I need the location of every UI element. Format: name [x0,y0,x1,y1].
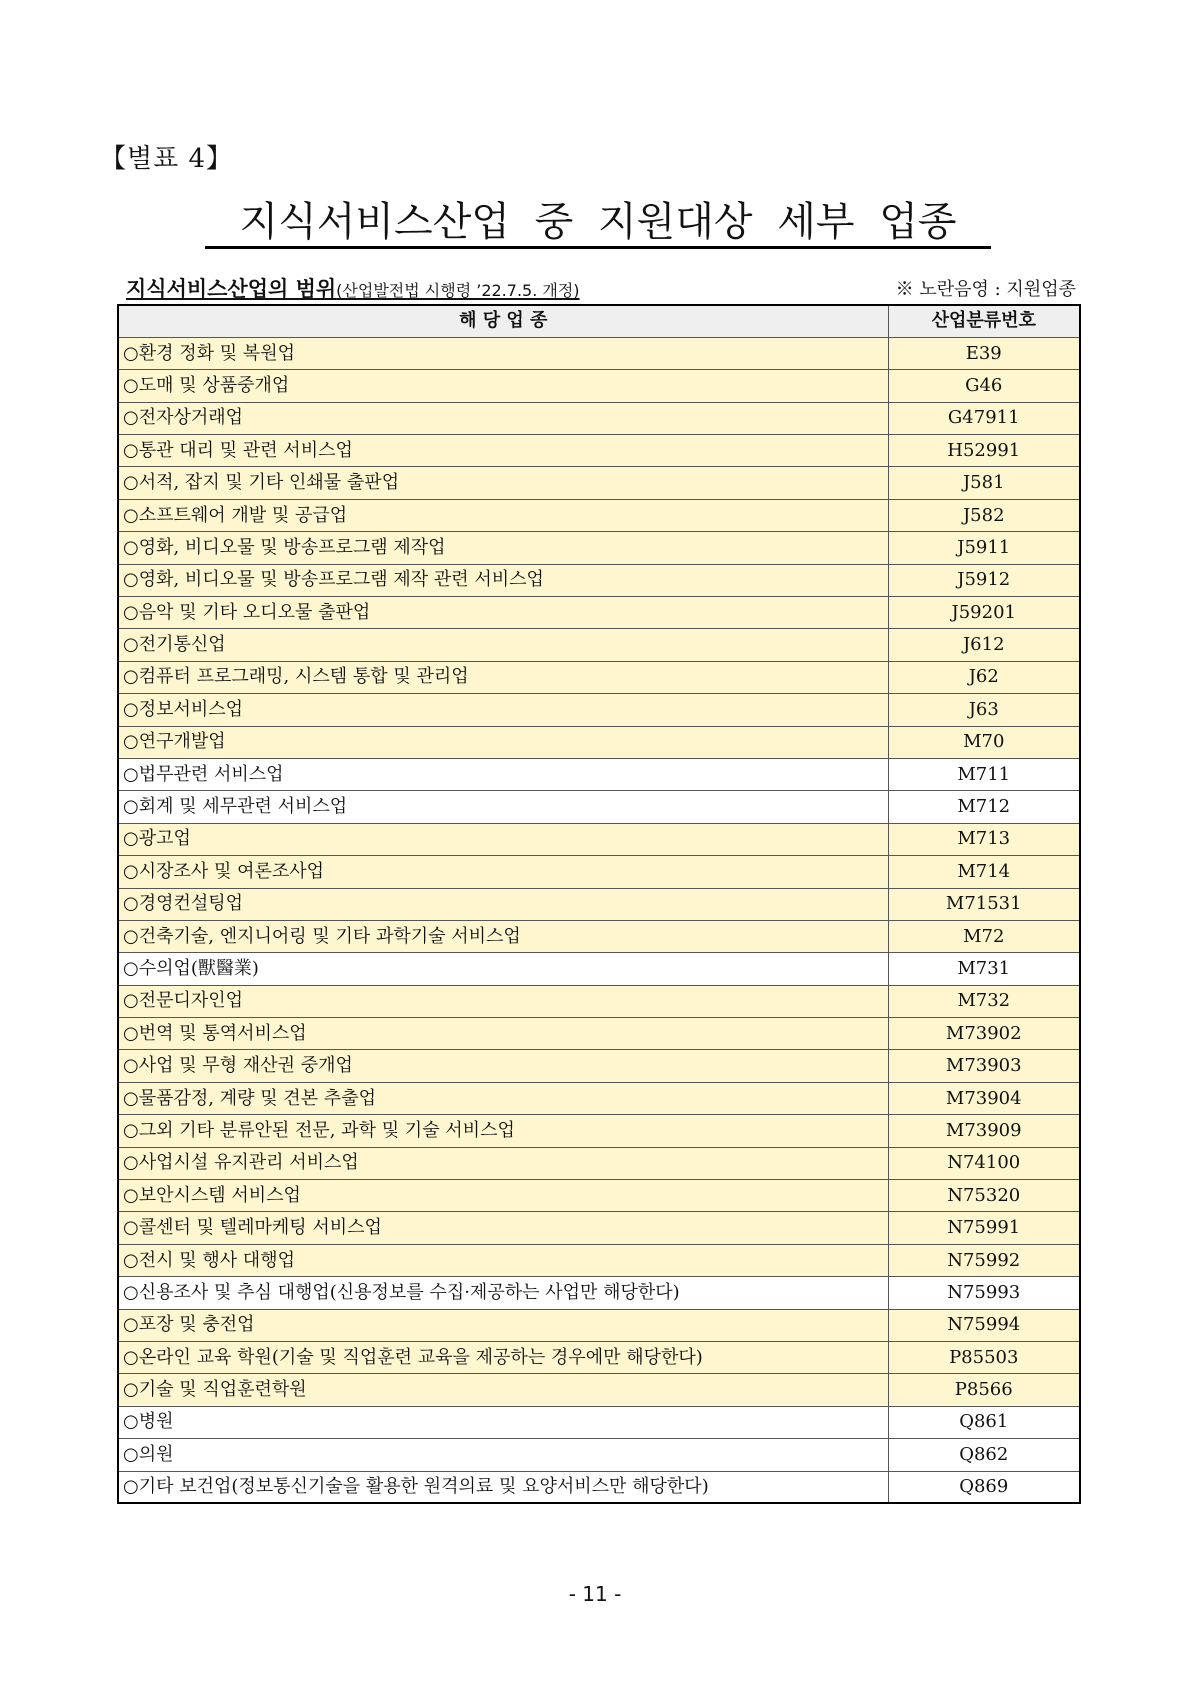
industry-table [117,304,1081,1504]
classification-code-cell: N75994 [888,1309,1080,1341]
industry-name-cell: ○그외 기타 분류안된 전문, 과학 및 기술 서비스업 [118,1115,888,1147]
classification-code-cell: N74100 [888,1147,1080,1179]
industry-name-cell: ○기타 보건업(정보통신기술을 활용한 원격의료 및 요양서비스만 해당한다) [118,1471,888,1503]
classification-code-cell: J5912 [888,564,1080,596]
industry-name-cell: ○컴퓨터 프로그래밍, 시스템 통합 및 관리업 [118,661,888,693]
classification-code-cell: M71531 [888,888,1080,920]
classification-code-cell: Q869 [888,1471,1080,1503]
industry-name-cell: ○통관 대리 및 관련 서비스업 [118,435,888,467]
industry-name-cell: ○물품감정, 계량 및 견본 추출업 [118,1082,888,1114]
table-row [118,402,1080,434]
industry-name-cell: ○도매 및 상품중개업 [118,370,888,402]
industry-name-cell: ○연구개발업 [118,726,888,758]
classification-code-cell: M70 [888,726,1080,758]
table-row [118,1471,1080,1503]
industry-name-cell: ○정보서비스업 [118,694,888,726]
industry-name-cell: ○콜센터 및 텔레마케팅 서비스업 [118,1212,888,1244]
table-row [118,499,1080,531]
table-row [118,370,1080,402]
scope-caption-main: 지식서비스산업의 범위 [126,277,337,301]
industry-name-cell: ○번역 및 통역서비스업 [118,1018,888,1050]
header-industry: 해 당 업 종 [118,305,888,337]
table-body [118,337,1080,1503]
table-row [118,694,1080,726]
table-row [118,1212,1080,1244]
industry-name-cell: ○소프트웨어 개발 및 공급업 [118,499,888,531]
table-row [118,920,1080,952]
classification-code-cell: M72 [888,920,1080,952]
classification-code-cell: G47911 [888,402,1080,434]
classification-code-cell: J582 [888,499,1080,531]
classification-code-cell: N75320 [888,1180,1080,1212]
table-row [118,597,1080,629]
table-row [118,1115,1080,1147]
industry-name-cell: ○보안시스템 서비스업 [118,1180,888,1212]
document-title: 지식서비스산업 중 지원대상 세부 업종 [205,190,991,249]
industry-name-cell: ○서적, 잡지 및 기타 인쇄물 출판업 [118,467,888,499]
classification-code-cell: J62 [888,661,1080,693]
industry-name-cell: ○영화, 비디오물 및 방송프로그램 제작업 [118,532,888,564]
industry-name-cell: ○전자상거래업 [118,402,888,434]
classification-code-cell: N75992 [888,1244,1080,1276]
classification-code-cell: J59201 [888,597,1080,629]
legend-note: ※ 노란음영 : 지원업종 [895,279,1076,300]
table-row [118,1018,1080,1050]
annex-label: 【별표 4】 [100,144,234,174]
classification-code-cell: N75993 [888,1277,1080,1309]
table-row [118,532,1080,564]
industry-name-cell: ○전시 및 행사 대행업 [118,1244,888,1276]
scope-caption-source: (산업발전법 시행령 ’22.7.5. 개정) [336,281,580,300]
classification-code-cell: M712 [888,791,1080,823]
table-row [118,1439,1080,1471]
industry-name-cell: ○시장조사 및 여론조사업 [118,856,888,888]
classification-code-cell: M714 [888,856,1080,888]
caption-row [126,273,1076,301]
classification-code-cell: J612 [888,629,1080,661]
table-row [118,337,1080,369]
industry-name-cell: ○환경 정화 및 복원업 [118,337,888,369]
classification-code-cell: J5911 [888,532,1080,564]
header-classification-code: 산업분류번호 [888,305,1080,337]
table-row [118,1082,1080,1114]
scope-caption [126,273,580,303]
table-row [118,435,1080,467]
table-row [118,564,1080,596]
classification-code-cell: E39 [888,337,1080,369]
industry-name-cell: ○병원 [118,1406,888,1438]
classification-code-cell: M73904 [888,1082,1080,1114]
industry-name-cell: ○신용조사 및 추심 대행업(신용정보를 수집·제공하는 사업만 해당한다) [118,1277,888,1309]
table-row [118,1374,1080,1406]
table-row [118,467,1080,499]
classification-code-cell: N75991 [888,1212,1080,1244]
industry-name-cell: ○음악 및 기타 오디오물 출판업 [118,597,888,629]
industry-name-cell: ○전문디자인업 [118,985,888,1017]
industry-name-cell: ○건축기술, 엔지니어링 및 기타 과학기술 서비스업 [118,920,888,952]
table-row [118,1180,1080,1212]
table-row [118,953,1080,985]
classification-code-cell: M711 [888,758,1080,790]
classification-code-cell: M731 [888,953,1080,985]
industry-name-cell: ○포장 및 충전업 [118,1309,888,1341]
industry-name-cell: ○영화, 비디오물 및 방송프로그램 제작 관련 서비스업 [118,564,888,596]
classification-code-cell: H52991 [888,435,1080,467]
industry-name-cell: ○사업 및 무형 재산권 중개업 [118,1050,888,1082]
classification-code-cell: G46 [888,370,1080,402]
table-header-row [118,305,1080,337]
table-row [118,1309,1080,1341]
classification-code-cell: M73909 [888,1115,1080,1147]
table-row [118,1244,1080,1276]
page-number: - 11 - [568,1582,622,1606]
classification-code-cell: M732 [888,985,1080,1017]
classification-code-cell: Q861 [888,1406,1080,1438]
industry-name-cell: ○의원 [118,1439,888,1471]
industry-name-cell: ○사업시설 유지관리 서비스업 [118,1147,888,1179]
table-row [118,758,1080,790]
table-row [118,888,1080,920]
table-row [118,1050,1080,1082]
industry-name-cell: ○수의업(獸醫業) [118,953,888,985]
table-row [118,791,1080,823]
table-row [118,1277,1080,1309]
industry-name-cell: ○광고업 [118,823,888,855]
classification-code-cell: M73903 [888,1050,1080,1082]
table-row [118,1342,1080,1374]
table-row [118,823,1080,855]
classification-code-cell: M713 [888,823,1080,855]
classification-code-cell: Q862 [888,1439,1080,1471]
industry-name-cell: ○기술 및 직업훈련학원 [118,1374,888,1406]
industry-name-cell: ○전기통신업 [118,629,888,661]
industry-name-cell: ○회계 및 세무관련 서비스업 [118,791,888,823]
table-row [118,629,1080,661]
classification-code-cell: J63 [888,694,1080,726]
table-row [118,661,1080,693]
table-row [118,856,1080,888]
classification-code-cell: J581 [888,467,1080,499]
industry-name-cell: ○경영컨설팅업 [118,888,888,920]
table-row [118,1147,1080,1179]
table-row [118,985,1080,1017]
industry-name-cell: ○법무관련 서비스업 [118,758,888,790]
classification-code-cell: P8566 [888,1374,1080,1406]
table-row [118,1406,1080,1438]
table-row [118,726,1080,758]
industry-name-cell: ○온라인 교육 학원(기술 및 직업훈련 교육을 제공하는 경우에만 해당한다) [118,1342,888,1374]
classification-code-cell: M73902 [888,1018,1080,1050]
classification-code-cell: P85503 [888,1342,1080,1374]
